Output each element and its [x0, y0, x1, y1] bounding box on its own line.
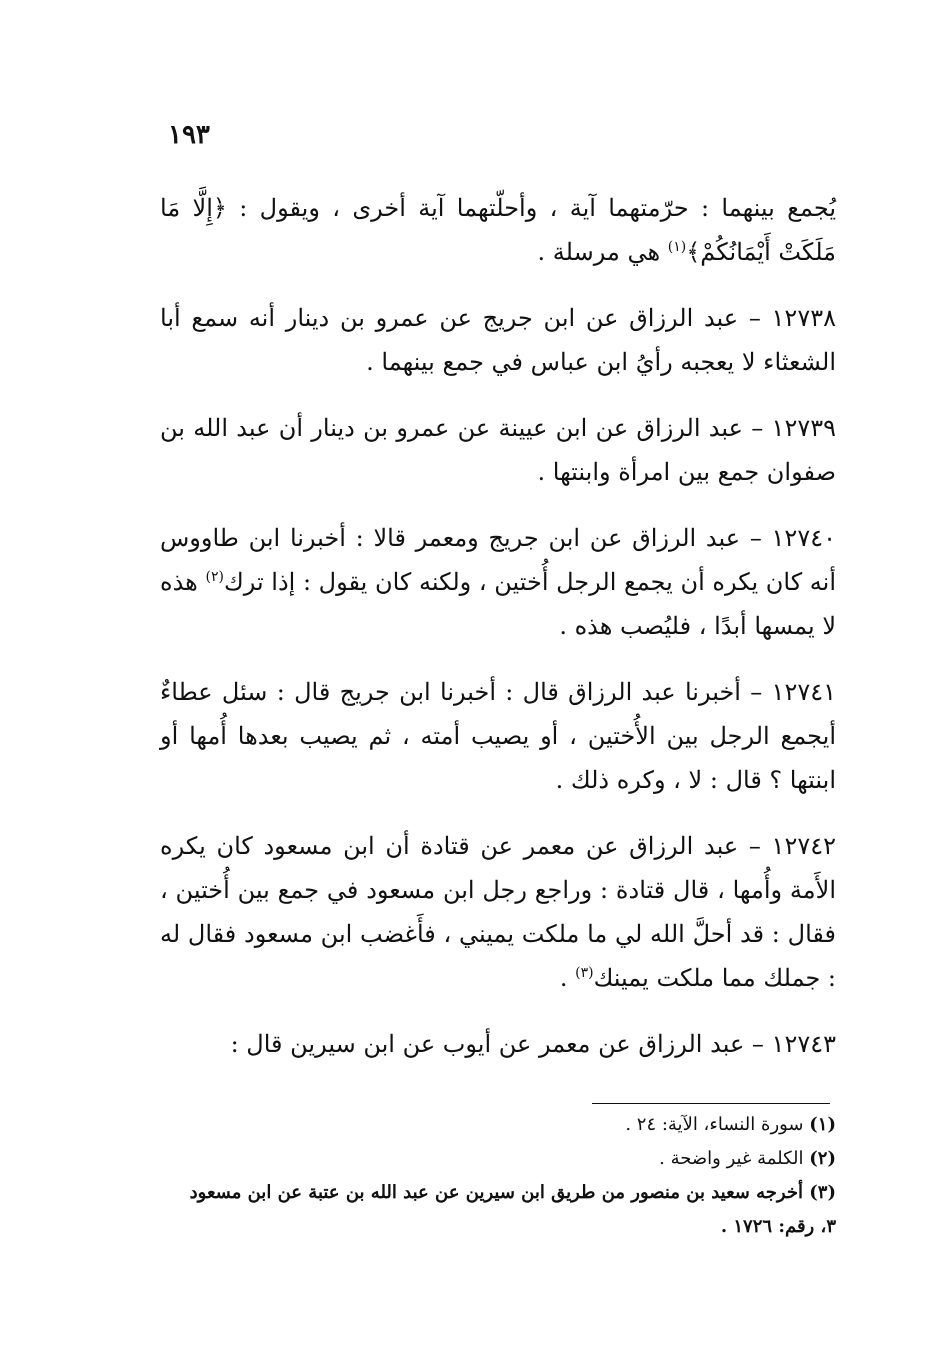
- footnote-text: سورة النساء، الآية: ٢٤ .: [625, 1114, 804, 1135]
- hadith-dash: –: [751, 414, 764, 442]
- footnote-marker: (٣): [809, 1182, 836, 1203]
- hadith-text: عبد الرزاق عن معمر عن قتادة أن ابن مسعود كان يكره الأَمة وأُمها ، قال قتادة : وراجع رجل ابن مسعود في جمع بين أُختين ، فقال : قد أحلَّ الله لي ما ملكت يميني ، فأَغضب ابن مسعود فقال له : جملك مما ملكت يمينك: [160, 832, 836, 992]
- footnote-ref-1[interactable]: (١): [667, 239, 687, 255]
- hadith-number: ١٢٧٤١: [771, 678, 836, 706]
- hadith-number: ١٢٧٤٢: [771, 832, 836, 860]
- hadith-paragraph: [160, 670, 836, 802]
- footnote-ref-2[interactable]: (٢): [205, 569, 224, 585]
- quran-verse: إِلَّا مَا مَلَكَتْ أَيْمَانُكُمْ: [160, 194, 836, 266]
- footnote-marker: (١): [809, 1114, 836, 1135]
- hadith-text-continued: هذه لا يمسها أبدًا ، فليُصب هذه .: [160, 568, 836, 640]
- footnote-marker: (٢): [809, 1148, 836, 1169]
- footnote-text: الكلمة غير واضحة .: [659, 1148, 804, 1169]
- footnote-ref-3[interactable]: (٣): [575, 965, 594, 981]
- hadith-number: ١٢٧٣٩: [771, 414, 836, 442]
- footnotes-section: [160, 1108, 836, 1244]
- intro-paragraph: [160, 186, 836, 274]
- quran-close-bracket: ﴾: [686, 238, 701, 266]
- hadith-number: ١٢٧٤٠: [771, 524, 836, 552]
- hadith-dash: –: [750, 678, 763, 706]
- hadith-paragraph: [160, 296, 836, 384]
- intro-tail: هي مرسلة .: [537, 238, 661, 266]
- intro-text: يُجمع بينهما : حرّمتهما آية ، وأحلّتهما آية أخرى ، ويقول :: [239, 194, 836, 222]
- hadith-paragraph: [160, 824, 836, 1000]
- hadith-text: عبد الرزاق عن ابن جريج ومعمر قالا : أخبرنا ابن طاووس أنه كان يكره أن يجمع الرجل أُختين ، ولكنه كان يقول : إذا ترك: [160, 524, 836, 596]
- hadith-number: ١٢٧٣٨: [771, 304, 836, 332]
- footnote-divider: [592, 1103, 830, 1104]
- hadith-text: أخبرنا عبد الرزاق قال : أخبرنا ابن جريج قال : سئل عطاءٌ أيجمع الرجل بين الأُختين ، أو يصيب أمته ، ثم يصيب بعدها أُمها أو ابنتها ؟ قال : لا ، وكره ذلك .: [160, 678, 836, 794]
- hadith-text-continued: .: [559, 964, 568, 992]
- footnote-item: [160, 1108, 836, 1142]
- hadith-text: عبد الرزاق عن معمر عن أيوب عن ابن سيرين قال :: [230, 1030, 745, 1058]
- hadith-dash: –: [751, 1030, 764, 1058]
- hadith-paragraph: [160, 516, 836, 648]
- page-number: ١٩٣: [168, 120, 210, 150]
- hadith-dash: –: [748, 832, 761, 860]
- hadith-paragraph: [160, 1022, 836, 1066]
- hadith-dash: –: [748, 304, 761, 332]
- footnote-text: أخرجه سعيد بن منصور من طريق ابن سيرين عن عبد الله بن عتبة عن ابن مسعود: [189, 1182, 803, 1203]
- hadith-text: عبد الرزاق عن ابن جريج عن عمرو بن دينار أنه سمع أبا الشعثاء لا يعجبه رأيُ ابن عباس في جمع بينهما .: [160, 304, 836, 376]
- quran-open-bracket: ﴿: [212, 194, 227, 222]
- main-text: [160, 186, 836, 1088]
- footnote-item: [160, 1176, 836, 1210]
- hadith-number: ١٢٧٤٣: [771, 1030, 836, 1058]
- hadith-dash: –: [749, 524, 762, 552]
- footnote-continuation: ٣، رقم: ١٧٢٦ .: [720, 1216, 836, 1237]
- hadith-text: عبد الرزاق عن ابن عيينة عن عمرو بن دينار أن عبد الله بن صفوان جمع بين امرأة وابنتها .: [160, 414, 836, 486]
- footnote-item: [160, 1142, 836, 1176]
- hadith-paragraph: [160, 406, 836, 494]
